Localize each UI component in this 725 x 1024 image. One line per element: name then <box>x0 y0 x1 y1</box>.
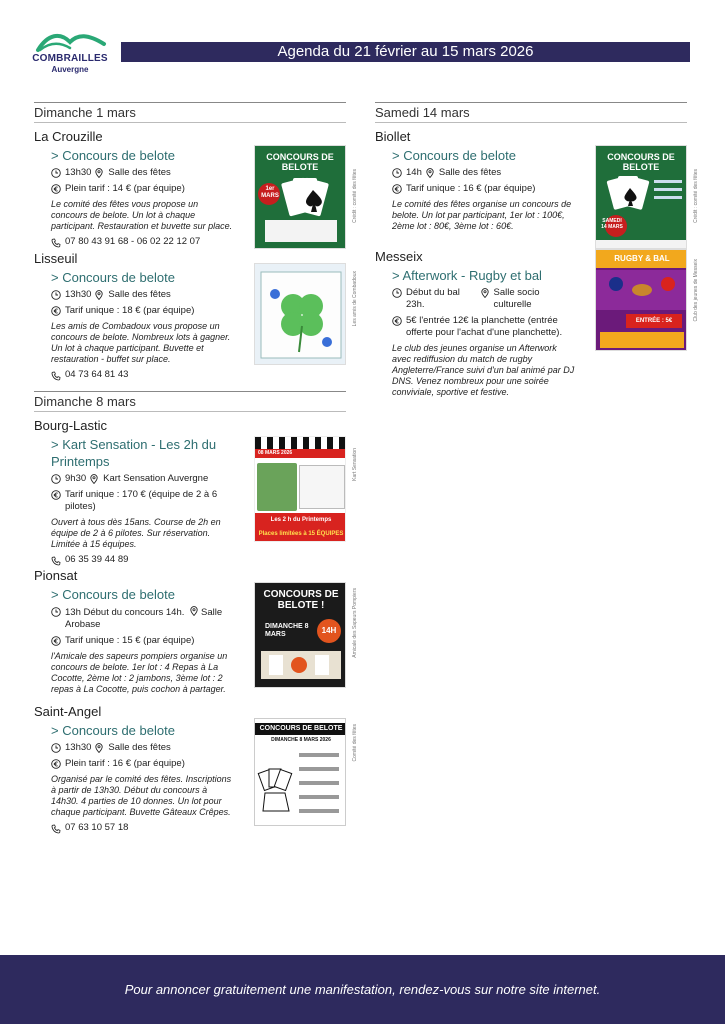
playing-cards-icon <box>255 170 346 249</box>
right-column <box>375 102 699 397</box>
poster-title: CONCOURS DE BELOTE <box>266 152 334 172</box>
brand-region: Auvergne <box>51 65 89 74</box>
poster-footer: Places limitées à 15 ÉQUIPES <box>258 531 344 537</box>
clock-icon <box>51 168 61 178</box>
map-pin-icon <box>89 474 99 484</box>
euro-icon <box>392 184 402 194</box>
logo <box>30 28 110 78</box>
event-description: Les amis de Combadoux vous propose un concours de belote. Nombreux lots à gagner. Un lot à chaque participant. Buvette et restauration - buffet sur place. <box>51 321 231 364</box>
playing-cards-icon <box>255 645 346 685</box>
poster-info-box <box>299 465 345 509</box>
poster-date: DIMANCHE 8 MARS 2026 <box>271 737 331 743</box>
event-title[interactable]: > Concours de belote <box>51 723 175 738</box>
event-phone[interactable]: 07 63 10 57 18 <box>65 822 129 833</box>
event-phone[interactable]: 06 35 39 44 89 <box>65 554 129 565</box>
event-time: 13h Début du concours 14h. <box>65 607 185 618</box>
event-poster <box>595 249 687 351</box>
event-lisseuil <box>34 251 358 383</box>
poster-title: CONCOURS DE BELOTE <box>607 152 675 172</box>
event-title[interactable]: > Kart Sensation - Les 2h du Printemps <box>51 437 217 469</box>
event-description: Le club des jeunes organise un Afterwork avec rediffusion du match de rugby Angleterre/France suivi d'un bal animé par DJ DNS. Venez nombreux pour une soirée conviviale, sportive et festive. <box>392 343 575 397</box>
kart-photo <box>257 463 297 511</box>
event-description: Organisé par le comité des fêtes. Inscriptions à partir de 13h30. Début du concours à 14h30. 4 parties de 10 donnes. Un lot pour chaque participant. Buvette Gâteaux Crêpes. <box>51 774 232 817</box>
phone-icon <box>51 371 61 381</box>
event-price: Tarif unique : 15 € (par équipe) <box>65 635 195 646</box>
event-price: Tarif unique : 170 € (équipe de 2 à 6 pilotes) <box>65 489 218 512</box>
clock-icon <box>51 290 61 300</box>
event-venue: Salle Arobase <box>65 607 223 630</box>
poster-date: SAMEDI 14 MARS <box>601 218 623 230</box>
poster-credit: Kart Sensation <box>352 448 358 481</box>
day-heading: Dimanche 8 mars <box>34 391 346 412</box>
event-la-crouzille <box>34 129 358 247</box>
clock-icon <box>51 743 61 753</box>
event-description: Le comité des fêtes vous propose un concours de belote. Un lot à chaque participant. Restauration et buvette sur place. <box>51 199 233 231</box>
event-time: Début du bal 23h. <box>406 287 460 310</box>
phone-icon <box>51 238 61 248</box>
euro-icon <box>51 306 61 316</box>
event-poster <box>254 582 346 688</box>
euro-icon <box>51 759 61 769</box>
map-pin-icon <box>189 606 199 616</box>
clover-drawing-icon <box>255 264 346 365</box>
logo-wave-icon <box>30 28 110 54</box>
event-price: Tarif unique : 16 € (par équipe) <box>406 183 536 194</box>
event-time: 9h30 <box>65 473 87 484</box>
poster-credit: Comité des fêtes <box>352 724 358 762</box>
event-venue: Salle des fêtes <box>108 167 171 178</box>
event-venue: Kart Sensation Auvergne <box>103 473 209 484</box>
playing-cards-icon <box>596 170 687 249</box>
clock-icon <box>392 168 402 178</box>
event-poster <box>595 145 687 249</box>
poster-title: Les 2 h du Printemps <box>270 517 332 523</box>
event-venue: Salle des fêtes <box>108 289 171 300</box>
event-place: Bourg-Lastic <box>34 418 107 433</box>
checkered-flag <box>255 437 346 449</box>
poster-credit: Club des jeunes de Messeix <box>693 259 699 322</box>
clock-icon <box>51 607 61 617</box>
poster-footer <box>600 332 684 348</box>
map-pin-icon <box>94 168 104 178</box>
poster-title: CONCOURS DE BELOTE <box>255 723 346 735</box>
event-time: 13h30 <box>65 167 92 178</box>
event-place: La Crouzille <box>34 129 103 144</box>
map-pin-icon <box>480 288 490 298</box>
event-description: Ouvert à tous dès 15ans. Course de 2h en équipe de 2 à 6 pilotes. Sur réservation. Limitée à 15 équipes. <box>51 517 221 549</box>
poster-date: DIMANCHE 8 MARS <box>265 623 309 638</box>
poster-credit: Crédit : comité des fêtes <box>693 169 699 223</box>
rugby-players-icon <box>596 270 687 310</box>
poster-title: RUGBY & BAL <box>614 254 670 263</box>
event-place: Saint-Angel <box>34 704 102 719</box>
map-pin-icon <box>94 290 104 300</box>
clock-icon <box>392 288 402 298</box>
event-poster <box>254 436 346 542</box>
event-price: 5€ l'entrée 12€ la planchette (entrée offerte pour l'achat d'une planchette). <box>406 315 563 338</box>
footer-banner: Pour annoncer gratuitement une manifestation, rendez-vous sur notre site internet. <box>0 955 725 1024</box>
day-heading: Dimanche 1 mars <box>34 102 346 123</box>
event-title[interactable]: > Concours de belote <box>51 270 175 285</box>
poster-credit: Crédit : comité des fêtes <box>352 169 358 223</box>
event-description: l'Amicale des sapeurs pompiers organise un concours de belote. 1er lot : 4 Repas à La Cocotte, 2ème lot : 2 jambons, 3ème lot : 2 repas à La Cocotte, puis cochon à partager. <box>51 651 228 694</box>
poster-price: ENTRÉE : 5€ <box>626 314 682 328</box>
event-venue: Salle des fêtes <box>108 742 171 753</box>
event-place: Biollet <box>375 129 411 144</box>
event-description: Le comité des fêtes organise un concours de belote. Un lot par participant, 1er lot : 100€, 2ème lot : 80€, 3ème lot : 60€. <box>392 199 572 231</box>
event-poster <box>254 263 346 365</box>
poster-credit: Les amis de Combadoux <box>352 271 358 327</box>
event-saint-angel <box>34 704 358 844</box>
clock-icon <box>51 474 61 484</box>
phone-icon <box>51 824 61 834</box>
event-venue: Salle socio culturelle <box>493 287 540 310</box>
left-column <box>34 102 358 852</box>
event-title[interactable]: > Concours de belote <box>392 148 516 163</box>
event-venue: Salle des fêtes <box>438 167 502 178</box>
event-phone[interactable]: 07 80 43 91 68 - 06 02 22 12 07 <box>65 236 201 247</box>
event-time: 14h <box>406 167 422 178</box>
poster-time: 14H <box>317 619 341 643</box>
event-poster <box>254 145 346 249</box>
map-pin-icon <box>94 743 104 753</box>
event-title[interactable]: > Concours de belote <box>51 587 175 602</box>
poster-date: 08 MARS 2026 <box>255 449 346 458</box>
event-phone[interactable]: 04 73 64 81 43 <box>65 369 129 380</box>
event-time: 13h30 <box>65 289 92 300</box>
event-title[interactable]: > Concours de belote <box>51 148 175 163</box>
brand-name: COMBRAILLES <box>32 53 108 64</box>
event-time: 13h30 <box>65 742 92 753</box>
phone-icon <box>51 556 61 566</box>
poster-credit: Amicale des Sapeurs Pompiers <box>352 588 358 658</box>
poster-date: 1er MARS <box>261 186 279 199</box>
event-biollet <box>375 129 699 241</box>
event-poster <box>254 718 346 826</box>
event-place: Lisseuil <box>34 251 78 266</box>
event-price: Tarif unique : 18 € (par équipe) <box>65 305 195 316</box>
event-messeix <box>375 249 699 397</box>
poster-title: CONCOURS DE BELOTE ! <box>263 589 339 611</box>
event-price: Plein tarif : 14 € (par équipe) <box>65 183 185 194</box>
event-title[interactable]: > Afterwork - Rugby et bal <box>392 268 542 283</box>
hand-of-cards-icon <box>255 747 346 826</box>
euro-icon <box>51 636 61 646</box>
event-bourg-lastic <box>34 418 358 565</box>
euro-icon <box>51 184 61 194</box>
event-pionsat <box>34 568 358 696</box>
event-place: Messeix <box>375 249 423 264</box>
euro-icon <box>392 316 402 326</box>
event-price: Plein tarif : 16 € (par équipe) <box>65 758 185 769</box>
euro-icon <box>51 490 61 500</box>
page-title: Agenda du 21 février au 15 mars 2026 <box>121 42 690 62</box>
map-pin-icon <box>425 168 435 178</box>
event-place: Pionsat <box>34 568 78 583</box>
day-heading: Samedi 14 mars <box>375 102 687 123</box>
